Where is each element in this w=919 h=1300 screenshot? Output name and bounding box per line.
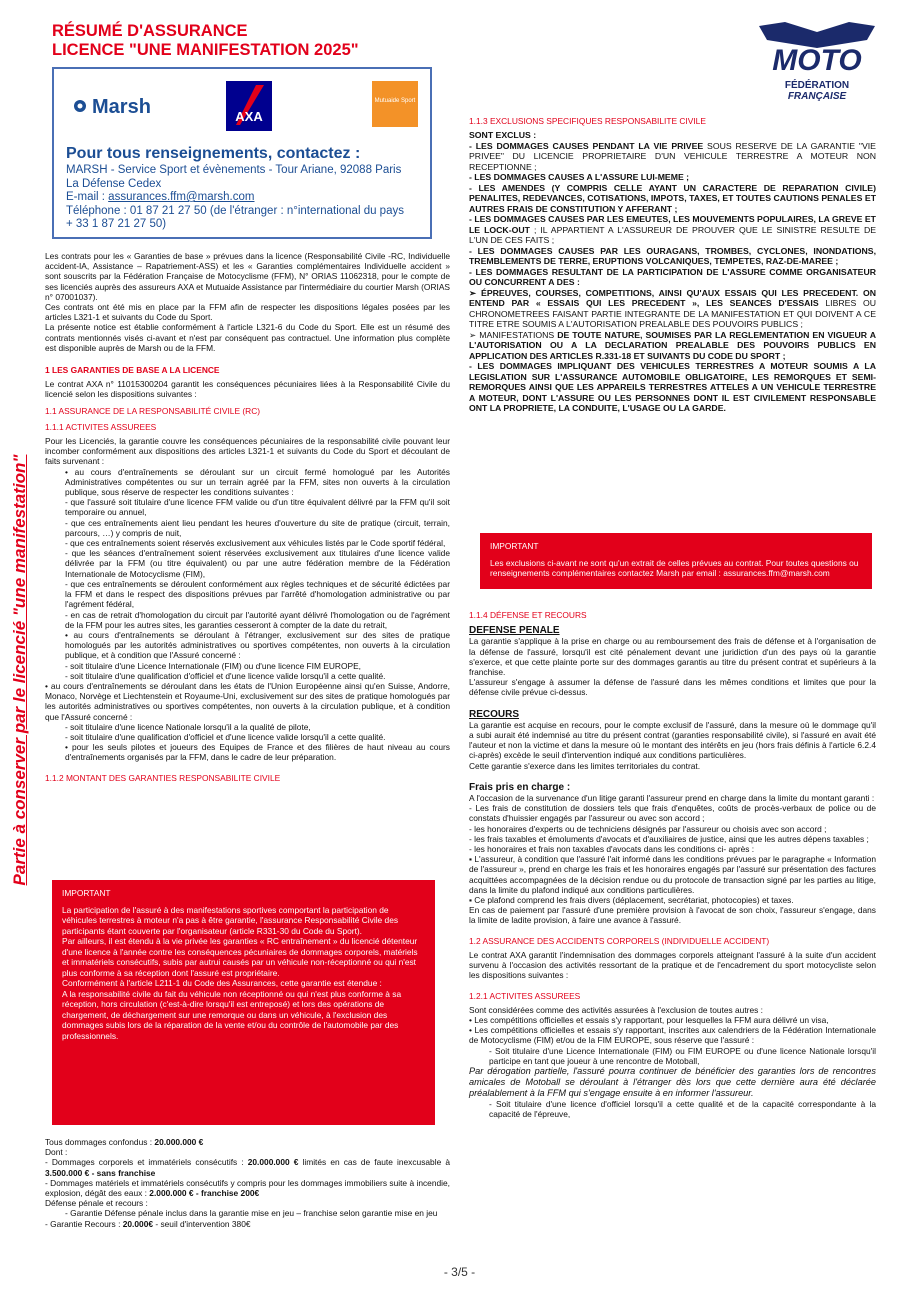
section-1-2-heading: 1.2 ASSURANCE DES ACCIDENTS CORPORELS (INDIVIDUELLE ACCIDENT) — [469, 935, 770, 946]
contact-heading: Pour tous renseignements, contactez : — [66, 145, 361, 162]
important-title: IMPORTANT — [490, 541, 539, 551]
list-item: - soit titulaire d'une qualification d'officiel et d'une licence valide lorsqu'il a cette qualité. — [65, 670, 386, 681]
section-1-1-3-heading: 1.1.3 EXCLUSIONS SPECIFIQUES RESPONSABILITE CIVILE — [469, 116, 706, 126]
right-column: 1.1.4 DÉFENSE ET RECOURS DEFENSE PENALE La garantie s'applique à la prise en charge ou au remboursement des frais de défense et à l'organisation de la défense de l'assuré, lorsqu'il est cité pénalement devant une juridiction d'un des pays où la garantie s'exerce, et que cette plainte porte sur des dommages garantis au titre du présent contrat et supérieurs à la franchise. L'assureur s'engage à assumer la défense de l'assuré dans les mêmes conditions et limites que pour la défense civile prévue ci-dessus. RECOURS La garantie est acquise en recours, pour le compte exclusif de l'assuré, dans la mesure où le dommage qu'il a subi aurait été indemnisé au titre du présent contrat (garanties responsabilité civile), si l'assuré en avait été l'auteur et non la victime et dans la mesure où le montant des intérêts en jeu (hors frais définis à l'article 6.2.4 ci-après) excède le seuil d'intervention indiqué aux conditions particulières. Cette garantie s'exerce dans les limites territoriales du contrat. Frais pris en charge : A l'occasion de la survenance d'un litige garanti l'assureur prend en charge dans la limite du montant garanti : - Les frais de constitution de dossiers tels que frais d'enquêtes, coûts de procès-verbaux de police ou de constats d'huissier engagés par l'assureur ou avec son accord ; - les honoraires d'experts ou de techniciens désignés par l'assureur ou choisis avec son accord ; - les frais taxables et émoluments d'avocats et d'auxiliaires de justice, ainsi que les autres dépens taxables ; - les honoraires et frais non taxables d'avocats dans les conditions ci- après : ▪ L'assureur, à condition que l'assuré l'ait informé dans les conditions prévues par le paragraphe « Information de l'assureur », prend en charge les frais et les honoraires engagés par l'assuré sur présentation des factures acquittées accompagnées de la décision rendue ou du protocole de transaction signé par les parties au litige, dans la limite du plafond indiqué aux conditions particulières. ▪ Ce plafond comprend les frais divers (déplacement, secrétariat, photocopies) et taxes. En cas de paiement par l'assuré d'une première provision à l'avocat de son choix, l'assureur s'engage, dans la limite de ladite provision, à faire une avance à l'assuré. 1.2 ASSURANCE DES ACCIDENTS CORPORELS (INDIVIDUELLE ACCIDENT) Le contrat AXA garantit l'indemnisation des dommages corporels atteignant l'assuré à la suite d'un accident survenu à l'occasion des activités ressortant de la pratique et de l'encadrement du sport motocycliste selon les dispositions suivantes : 1.2.1 ACTIVITES ASSUREES Sont considérées comme des activités assurées à l'exclusion de toutes autres : • Les compétitions officielles et essais s'y rapportant, pour lesquelles la FFM aura délivré un visa, • Les compétitions officielles et essais s'y rapportant, inscrites aux calendriers de la Fédération Internationale de Motocyclisme (FIM) et/ou de la FIM EUROPE, sous réserve que l'assuré : - Soit titulaire d'une Licence Internationale (FIM) ou FIM EUROPE ou d'une licence Nationale lorsqu'il participe en tant que joueur à une rencontre de Motoball, Par dérogation partielle, l'assuré pourra continuer de bénéficier des garanties lors de rencontres amicales de Motoball se déroulant à l'étranger dès lors que cette dernière aura été déclarée préalablement à la FFM qui s'engage ensuite à en informer l'assureur. - Soit titulaire d'une licence d'officiel lorsqu'il a cette qualité et de la capacité correspondante à la capacité de l'épreuve, — [469, 610, 876, 1120]
list-item: - soit titulaire d'une Licence Internationale (FIM) ou d'une licence FIM EUROPE, — [65, 660, 361, 671]
intro-1: Les contrats pour les « Garanties de base » prévues dans la licence (Responsabilité Civile -RC, Individuelle accident-IA, Assistance – Rapatriement-ASS) et les « Garanties complémentaires Individuelle accident » sont souscrits par la Fédération Française de Motocyclisme (FFM), N° ORIAS 11062318, pour le compte de ses licenciés auprès des assureurs AXA et Mutuaide Assistance par l'intermédiaire du courtier Marsh (ORIAS n° 07001037). — [45, 251, 450, 302]
logo-sub1: FÉDÉRATION — [784, 80, 850, 91]
list-item: - que ces entraînements soient réservés exclusivement aux véhicules listés par le Code sportif fédéral, — [65, 538, 446, 549]
important-box-exclusions: IMPORTANT Les exclusions ci-avant ne sont qu'un extrait de celles prévues au contrat. Pour toutes questions ou renseignements complémentaires contactez Marsh par email : assurances.ffm@marsh.com — [480, 533, 872, 589]
section-1-heading: 1 LES GARANTIES DE BASE A LA LICENCE — [45, 365, 220, 376]
intro-3: La présente notice est établie conformément à l'article L321-6 du Code du Sport. Elle est un résumé des contrats mentionnés visés ci-avant et n'est par conséquent pas contractuel. Une information plus complète est disponible auprès de Marsh ou de la FFM. — [45, 322, 450, 353]
contact-box — [52, 67, 432, 239]
section-1-1-1-heading: 1.1.1 ACTIVITES ASSUREES — [45, 421, 157, 432]
left-column — [45, 251, 450, 787]
contact-details: MARSH - Service Sport et évènements - Tour Ariane, 92088 Paris La Défense Cedex E-mail : assurances.ffm@marsh.com Téléphone : 01 87 21 27 50 (de l'étranger : n°international du pays + 33 1 87 21 27 50) — [66, 164, 404, 230]
side-note: Partie à conserver par le licencié "une manifestation" — [10, 454, 29, 886]
section-1-text: Le contrat AXA n° 11015300204 garantit les conséquences pécuniaires liées à la Responsabilité Civile du licencié selon les dispositions suivantes : — [45, 379, 450, 400]
section-1-1-2-heading: 1.1.2 MONTANT DES GARANTIES RESPONSABILITE CIVILE — [45, 772, 281, 783]
ffm-logo — [757, 18, 877, 110]
list-item: - en cas de retrait d'homologation du circuit par l'autorité ayant délivré l'homologation ou de l'agrément de la FFM pour les autres sites, les garanties cesseront à compter de la date du retrait, — [65, 609, 450, 630]
list-item: - que ces entraînements se déroulent conformément aux règles techniques et de sécurité édictées par la FFM et dans le respect des dispositions prévues par l'arrêté d'homologation administrative ou par l'agrément fédéral, — [65, 578, 450, 610]
svg-text:Marsh: Marsh — [92, 96, 151, 118]
page-title: RÉSUMÉ D'ASSURANCE LICENCE "UNE MANIFESTATION 2025" — [52, 22, 359, 59]
recours-heading: RECOURS — [469, 708, 520, 720]
exclusions-column: 1.1.3 EXCLUSIONS SPECIFIQUES RESPONSABILITE CIVILE SONT EXCLUS : - LES DOMMAGES CAUSES PENDANT LA VIE PRIVEE SOUS RESERVE DE LA GARANTIE "VIE PRIVEE" DU LICENCIE PROPRIETAIRE D'UN VEHICULE TERRESTRE A MOTEUR NON RECEPTIONNE ; - LES DOMMAGES CAUSES A L'ASSURE LUI-MEME ; - LES AMENDES (Y COMPRIS CELLE AYANT UN CARACTERE DE REPARATION CIVILE) PENALITES, REDEVANCES, COTISATIONS, IMPOTS, TAXES, ET TOUTES CAUTIONS PENALES ET AUTRES FRAIS DE CONSTITUTION Y AFFERANT ; - LES DOMMAGES CAUSES PAR LES EMEUTES, LES MOUVEMENTS POPULAIRES, LA GREVE ET LE LOCK-OUT ; IL APPARTIENT A L'ASSUREUR DE PROUVER QUE LE SINISTRE RESULTE DE L'UN DE CES FAITS ; - LES DOMMAGES CAUSES PAR LES OURAGANS, TROMBES, CYCLONES, INONDATIONS, TREMBLEMENTS DE TERRE, ERUPTIONS VOLCANIQUES, TEMPETES, RAZ-DE-MAREE ; - LES DOMMAGES RESULTANT DE LA PARTICIPATION DE L'ASSURE COMME ORGANISATEUR OU CONCURRENT A DES : ➢ ÉPREUVES, COURSES, COMPETITIONS, AINSI QU'AUX ESSAIS QUI LES PRECEDENT. ON ENTEND PAR « ESSAIS QUI LES PRECEDENT », LES SEANCES D'ESSAIS LIBRES OU CHRONOMETREES FAISANT PARTIE INTEGRANTE DE LA MANIFESTATION ET QUI DOIVENT A CE TITRE ETRE SOUMIS A L'AUTORISATION PREALABLE DES POUVOIRS PUBLICS ; ➢ MANIFESTATIONS DE TOUTE NATURE, SOUMISES PAR LA REGLEMENTATION EN VIGUEUR A L'AUTORISATION OU A LA DECLARATION PREALABLE DES POUVOIRS PUBLICS EN APPLICATION DES ARTICLES R.331-18 ET SUIVANTS DU CODE DU SPORT ; - LES DOMMAGES IMPLIQUANT DES VEHICULES TERRESTRES A MOTEUR SOUMIS A LA LEGISLATION SUR L'ASSURANCE AUTOMOBILE OBLIGATOIRE, LES REMORQUES ET SEMI- REMORQUES AINSI QUE LES APPAREILS TERRESTRES ATTELES A UN VEHICULE TERRESTRE A MOTEUR, DONT L'ASSURE OU LES PERSONNES DONT IL EST CIVILEMENT RESPONSABLE ONT LA PROPRIETE, LA CONDUITE, L'USAGE OU LA GARDE. — [469, 116, 877, 414]
guarantee-amounts: Tous dommages confondus : 20.000.000 € Dont : - Dommages corporels et immatériels consécutifs : 20.000.000 € limités en cas de faute inexcusable à 3.500.000 € - sans franchise - Dommages matériels et immatériels consécutifs y compris pour les dommages immobiliers suite à incendie, explosion, dégât des eaux : 2.000.000 € - franchise 200€ Défense pénale et recours : - Garantie Défense pénale inclus dans la garantie mise en jeu – franchise selon garantie mise en jeu - Garantie Recours : 20.000€ - seuil d'intervention 380€ — [45, 1137, 450, 1229]
list-item: • au cours d'entraînements se déroulant dans les états de l'Union Européenne ainsi qu'en Suisse, Andorre, Monaco, Norvège et Liechtenstein et Royaume-Uni, exclusivement sur des sites de pratique homologués par les autorités administratives ou sportives compétentes, non ouverts à la circulation publique, et à condition que l'Assuré concerné : — [45, 680, 450, 722]
defense-heading: DEFENSE PENALE — [469, 625, 560, 637]
page-number: - 3/5 - — [443, 1265, 476, 1279]
frais-heading: Frais pris en charge : — [469, 781, 571, 793]
important-box-rc: IMPORTANT La participation de l'assuré à des manifestations sportives comportant la participation de véhicules terrestres à moteur n'a pas à être garantie, l'assurance Responsabilité Civile des participants étant couverte par l'organisateur (article R331-30 du Code du Sport). Par ailleurs, il est étendu à la vie privée les garanties « RC entraînement » du licencié détenteur d'une licence à l'année contre les conséquences pécuniaires de dommages corporels, matériels et immatériels consécutifs, subis par autrui causés par un véhicule non-réceptionné ou qui n'est plus conforme à sa réception dont l'assuré est propriétaire. Conformément à l'article L211-1 du Code des Assurances, cette garantie est étendue : A la responsabilité civile du fait du véhicule non réceptionné ou qui n'est plus conforme à sa réception, hors circulation (c'est-à-dire lorsqu'il est entreposé) et lors des opérations de chargement, de déchargement sur une remorque ou dans un véhicule, à l'exclusion des dommages subis lors de la réparation de la vente et/ou du contrôle de l'automobile par des professionnels. — [52, 880, 435, 1125]
list-item: - que les séances d'entraînement soient réservées exclusivement aux titulaires d'une licence valide délivrée par la FFM (ou titre équivalent) ou par une autre fédération membre de la Fédération Internationale de Motocyclisme (FIM), — [65, 548, 450, 579]
axa-logo — [226, 81, 272, 131]
email-link[interactable]: assurances.ffm@marsh.com — [108, 191, 255, 203]
logo-sub2: FRANÇAISE — [787, 91, 847, 102]
list-item: • pour les seuls pilotes et joueurs des Equipes de France et des filières de haut niveau au cours d'entraînements organisés par la FFM, dans le cadre de leur préparation. — [65, 742, 450, 763]
list-item: • au cours d'entraînements se déroulant sur un circuit fermé homologué par les Autorités Administratives compétentes ou sur un terrain agréé par la FFM, sites non ouverts à la circulation publique, sous réserve de respecter les conditions suivantes : — [65, 466, 450, 498]
list-item: - soit titulaire d'une qualification d'officiel et d'une licence valide lorsqu'il a cette qualité. — [65, 731, 386, 742]
section-1-2-1-heading: 1.2.1 ACTIVITES ASSUREES — [469, 990, 581, 1001]
list-item: - que ces entraînements aient lieu pendant les heures d'ouverture du site de pratique (circuit, terrain, parcours, …) y compris de nuit, — [65, 517, 450, 538]
list-item: • au cours d'entraînements se déroulant à l'étranger, exclusivement sur des sites de pratique homologués par les autorités administratives ou sportives compétentes, non ouverts à la circulation publique, et à condition que l'Assuré concerné : — [65, 629, 450, 661]
mutuaide-logo: Mutuaide Sport — [372, 81, 418, 127]
list-item: - que l'assuré soit titulaire d'une licence FFM valide ou d'un titre équivalent délivré par la FFM qu'il soit temporaire ou annuel, — [65, 497, 450, 518]
section-1-1-heading: 1.1 ASSURANCE DE LA RESPONSABILITÉ CIVILE (RC) — [45, 405, 261, 416]
intro-2: Ces contrats ont été mis en place par la FFM afin de respecter les dispositions légales posées par les articles L321-1 et suivants du Code du Sport. — [45, 302, 450, 323]
important-title: IMPORTANT — [62, 888, 111, 898]
marsh-logo — [72, 93, 182, 119]
svg-text:AXA: AXA — [235, 109, 263, 124]
activities-text: Pour les Licenciés, la garantie couvre les conséquences pécuniaires de la responsabilité civile pouvant leur incomber conformément aux dispositions des articles L321-1 et suivants du Code du Sport et découlant de faits survenant : — [45, 436, 450, 467]
logo-word: MOTO — [772, 44, 862, 77]
list-item: - soit titulaire d'une licence Nationale lorsqu'il a la qualité de pilote, — [65, 721, 311, 732]
section-1-1-4-heading: 1.1.4 DÉFENSE ET RECOURS — [469, 610, 587, 620]
